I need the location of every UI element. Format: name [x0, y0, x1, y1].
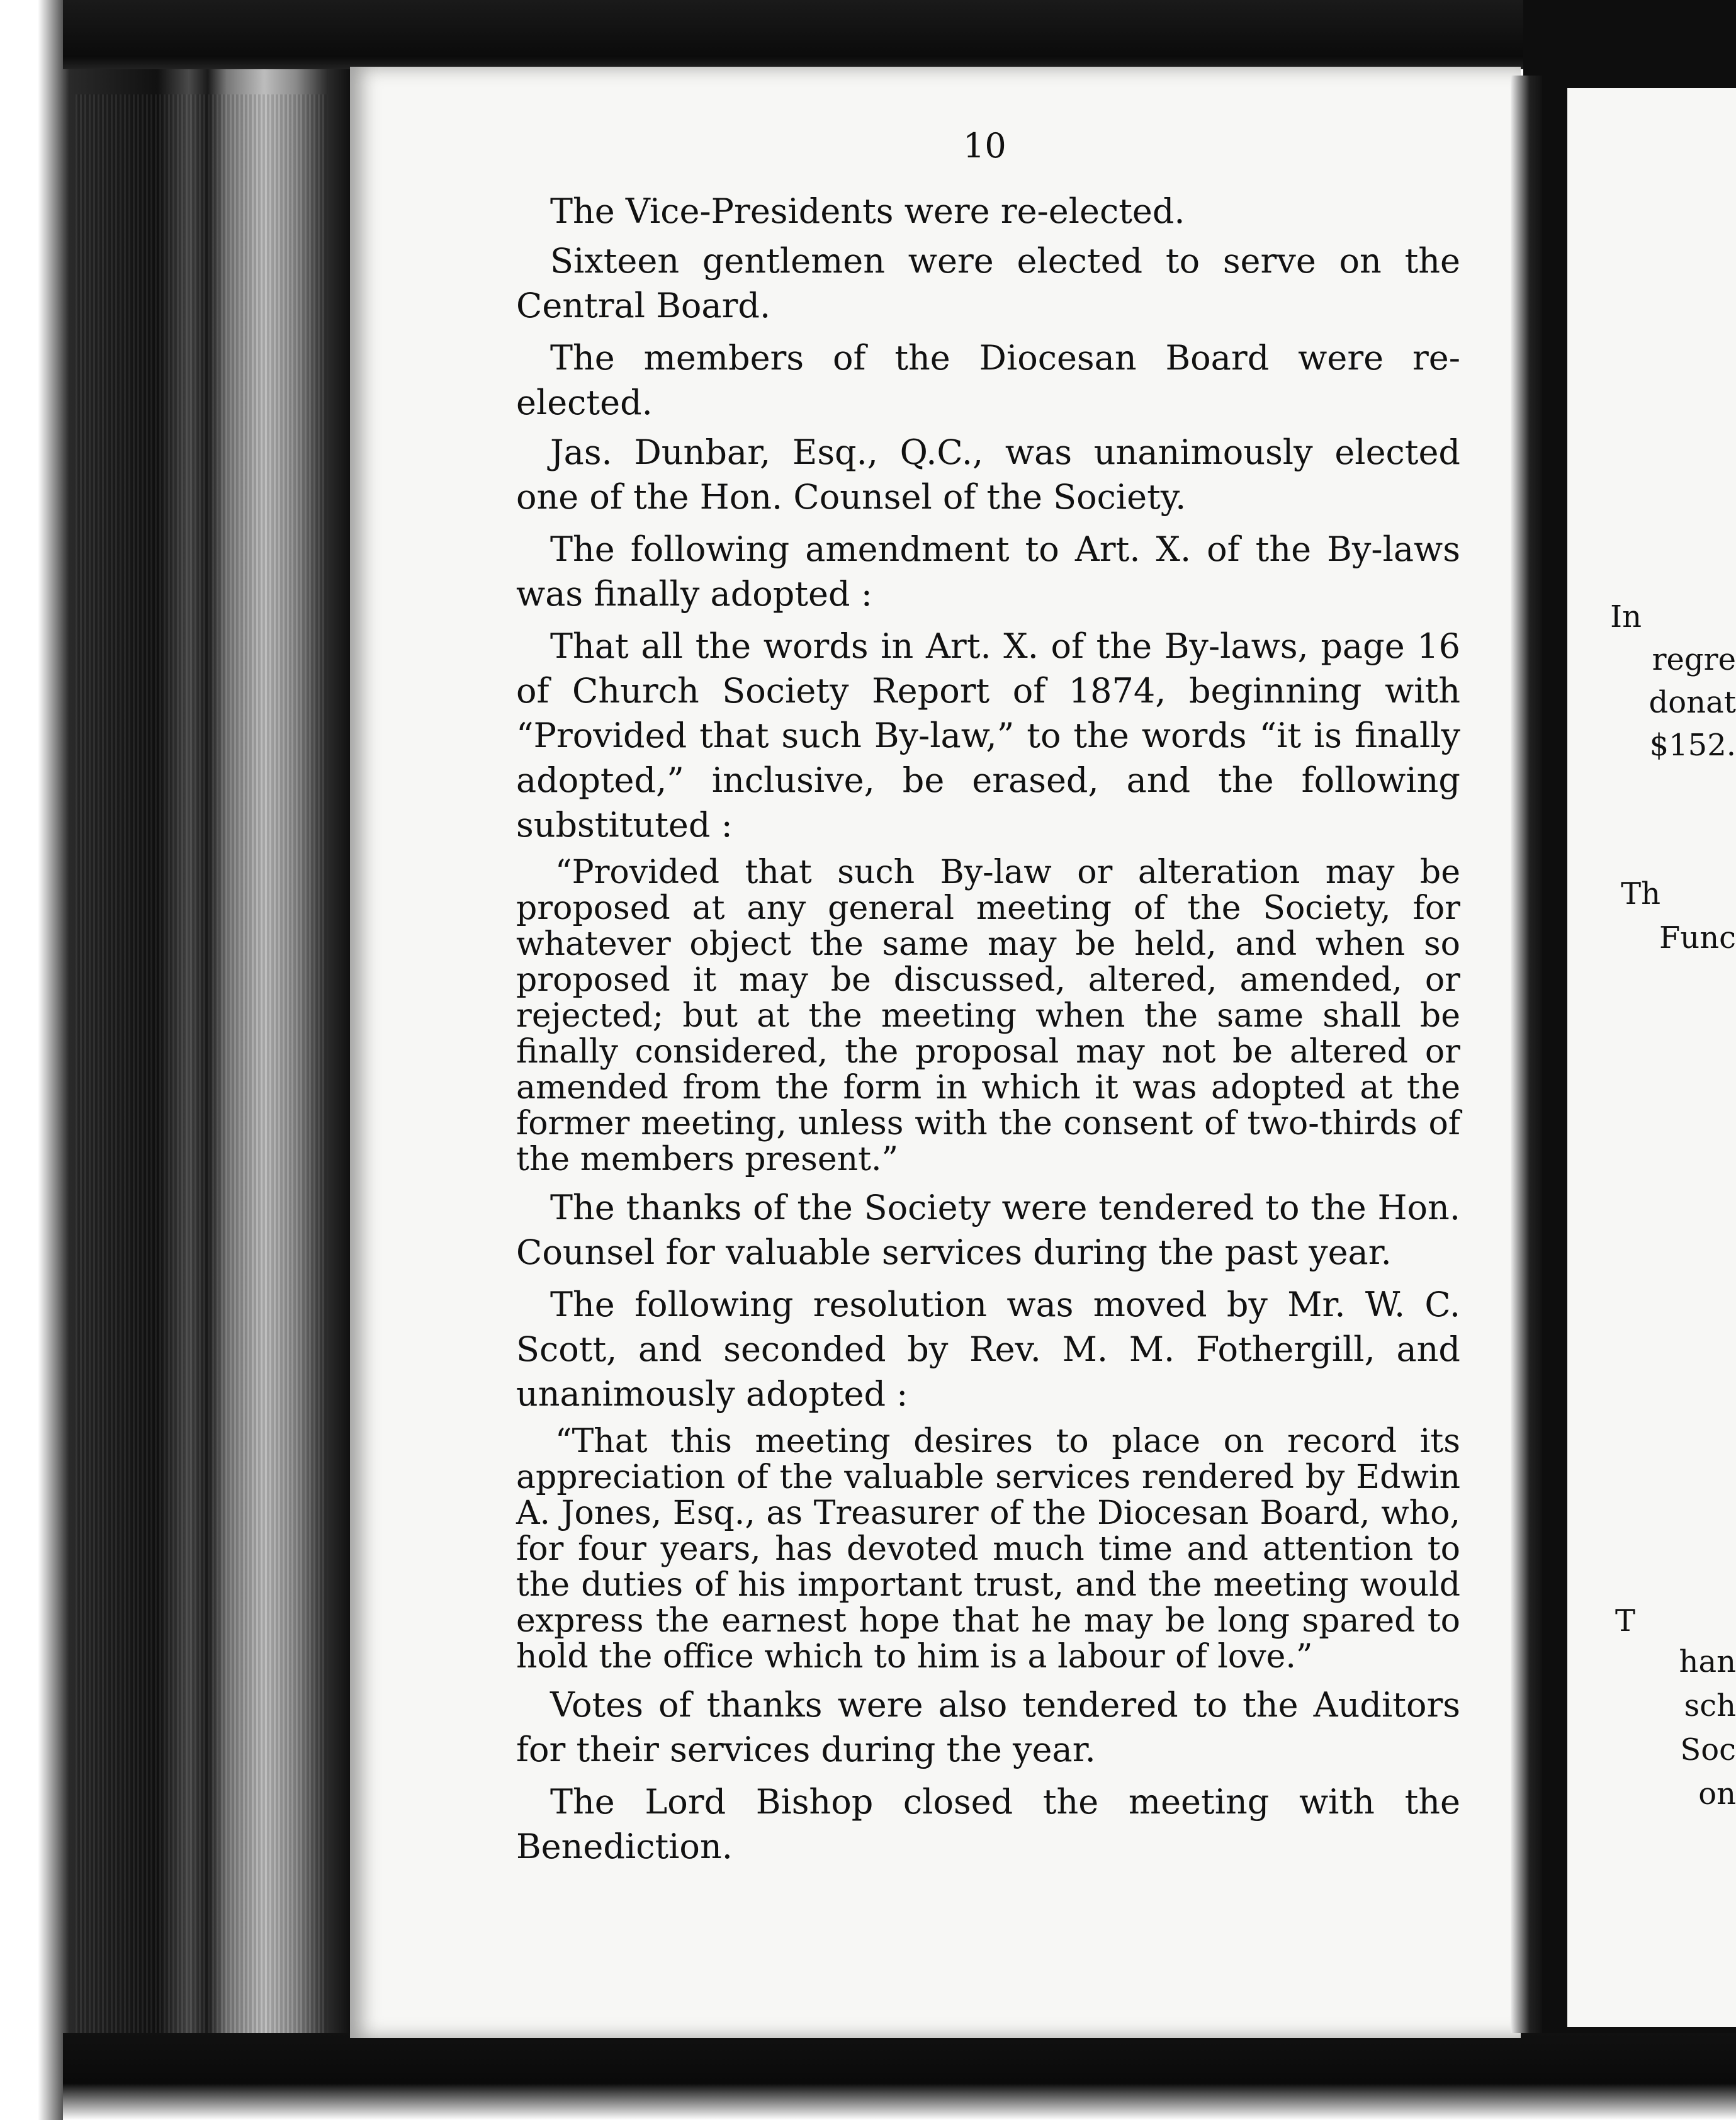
paragraph: The Vice-Presidents were re-elected.	[550, 191, 1185, 231]
paragraph: Sixteen gentlemen were elected to serve on the Central Board.	[516, 241, 1460, 325]
adjacent-fragment: T	[1615, 1603, 1635, 1638]
adjacent-fragment: han	[1679, 1644, 1736, 1679]
paragraph: The members of the Diocesan Board were re-elected.	[516, 338, 1460, 422]
top-scan-shadow	[63, 0, 1736, 69]
adjacent-fragment: donat	[1649, 685, 1736, 720]
book-gutter	[1511, 76, 1542, 2033]
adjacent-fragment: $152.	[1649, 728, 1736, 763]
bottom-scan-shadow	[63, 2033, 1736, 2120]
adjacent-fragment: Func	[1659, 920, 1736, 956]
paragraph: Votes of thanks were also tendered to the Auditors for their services during the year.	[516, 1685, 1460, 1769]
adjacent-page	[1567, 88, 1736, 2027]
adjacent-fragment: sch	[1684, 1688, 1736, 1723]
paragraph: The following resolution was moved by Mr. W. C. Scott, and seconded by Rev. M. M. Fothergill, and unanimously adopted :	[516, 1285, 1460, 1414]
page-stack-texture	[76, 94, 327, 2058]
page-number: 10	[963, 126, 1006, 166]
paragraph: The following amendment to Art. X. of the By-laws was finally adopted :	[516, 529, 1460, 614]
adjacent-fragment: In	[1610, 599, 1642, 634]
paragraph: That all the words in Art. X. of the By-laws, page 16 of Church Society Report of 1874, beginning with “Provided that such By-law,” to the words “it is finally adopted,” inclusive, be erased, and the following substituted :	[516, 626, 1460, 845]
paragraph: The thanks of the Society were tendered to the Hon. Counsel for valuable services during the past year.	[516, 1188, 1460, 1272]
adjacent-fragment: Th	[1621, 876, 1660, 911]
adjacent-fragment: regre	[1652, 642, 1736, 677]
quoted-amendment: “Provided that such By-law or alteration may be proposed at any general meeting of the Society, for whatever object the same may be held, and when so proposed it may be discussed, altered, amended, or rejected; but at the meeting when the same shall be finally considered, the proposal may not be altered or amended from the form in which it was adopted at the former meeting, unless with the consent of two-thirds of the members present.”	[516, 854, 1460, 1178]
paragraph: The Lord Bishop closed the meeting with the Benediction.	[516, 1782, 1460, 1866]
adjacent-fragment: on	[1698, 1776, 1736, 1812]
page-body	[516, 189, 1460, 1876]
adjacent-fragment: Soc	[1680, 1732, 1736, 1768]
quoted-resolution: “That this meeting desires to place on record its appreciation of the valuable services rendered by Edwin A. Jones, Esq., as Treasurer of the Diocesan Board, who, for four years, has devoted much time and attention to the duties of his important trust, and the meeting would express the earnest hope that he may be long spared to hold the office which to him is a labour of love.”	[516, 1423, 1460, 1676]
paragraph: Jas. Dunbar, Esq., Q.C., was unanimously elected one of the Hon. Counsel of the Society.	[516, 432, 1460, 517]
